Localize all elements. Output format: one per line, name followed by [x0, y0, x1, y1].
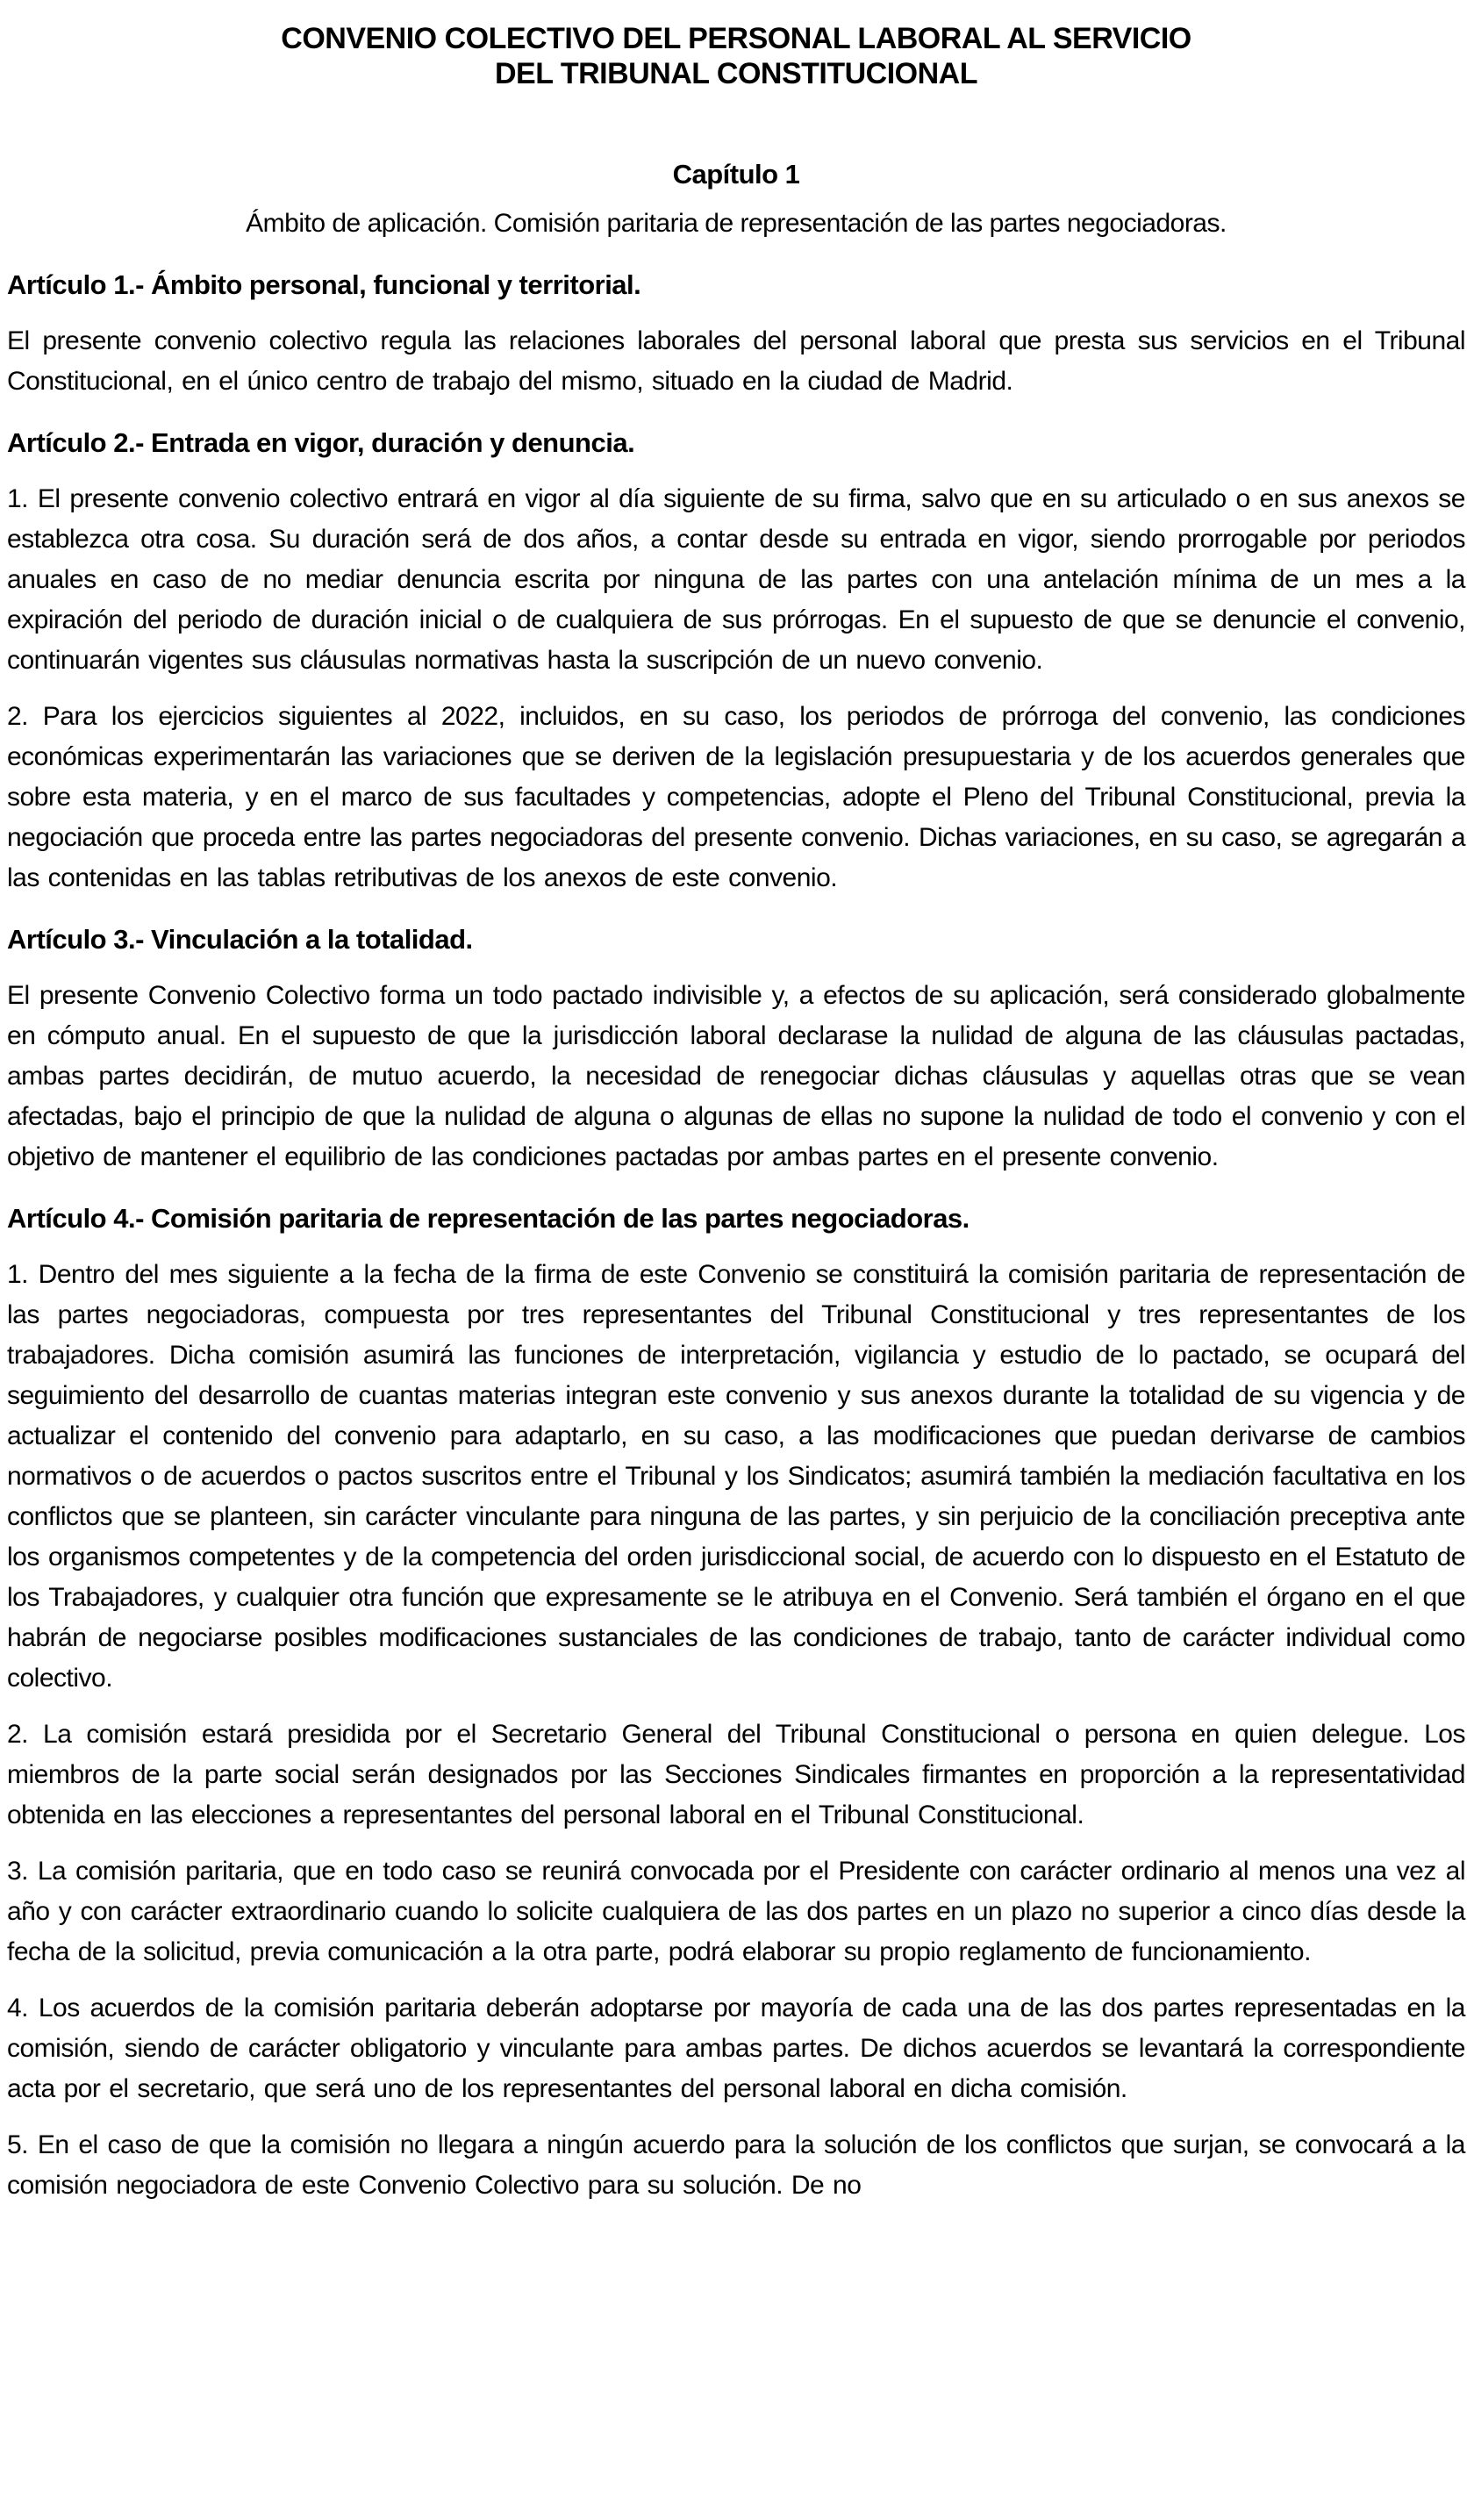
- article-1-heading: Artículo 1.- Ámbito personal, funcional y territorial.: [7, 269, 641, 300]
- article-3-paragraph-1: El presente Convenio Colectivo forma un todo pactado indivisible y, a efectos de su aplicación, será considerado globalmente en cómputo anual. En el supuesto de que la jurisdicción laboral declarase la nulidad de alguna de las cláusulas pactadas, ambas partes decidirán, de mutuo acuerdo, la necesidad de renegociar dichas cláusulas y aquellas otras que se vean afectadas, bajo el principio de que la nulidad de alguna o algunas de ellas no supone la nulidad de todo el convenio y con el objetivo de mantener el equilibrio de las condiciones pactadas por ambas partes en el presente convenio.: [7, 981, 1465, 1171]
- article-2-paragraph-1: 1. El presente convenio colectivo entrará en vigor al día siguiente de su firma, salvo que en su articulado o en sus anexos se establezca otra cosa. Su duración será de dos años, a contar desde su entrada en vigor, siendo prorrogable por periodos anuales en caso de no mediar denuncia escrita por ninguna de las partes con una antelación mínima de un mes a la expiración del periodo de duración inicial o de cualquiera de sus prórrogas. En el supuesto de que se denuncie el convenio, continuarán vigentes sus cláusulas normativas hasta la suscripción de un nuevo convenio.: [7, 484, 1465, 675]
- article-4-paragraph-2: 2. La comisión estará presidida por el Secretario General del Tribunal Constitucional o persona en quien delegue. Los miembros de la parte social serán designados por las Secciones Sindicales firmantes en proporción a la representatividad obtenida en las elecciones a representantes del personal laboral en el Tribunal Constitucional.: [7, 1720, 1465, 1829]
- article-3-heading: Artículo 3.- Vinculación a la totalidad.: [7, 924, 473, 955]
- article-2-heading: Artículo 2.- Entrada en vigor, duración y denuncia.: [7, 427, 635, 458]
- article-4-heading: Artículo 4.- Comisión paritaria de representación de las partes negociadoras.: [7, 1203, 970, 1234]
- article-4-paragraph-5: 5. En el caso de que la comisión no llegara a ningún acuerdo para la solución de los conflictos que surjan, se convocará a la comisión negociadora de este Convenio Colectivo para su solución. De no: [7, 2130, 1465, 2200]
- article-4-paragraph-3: 3. La comisión paritaria, que en todo caso se reunirá convocada por el Presidente con carácter ordinario al menos una vez al año y con carácter extraordinario cuando lo solicite cualquiera de las dos partes en un plazo no superior a cinco días desde la fecha de la solicitud, previa comunicación a la otra parte, podrá elaborar su propio reglamento de funcionamiento.: [7, 1857, 1465, 1966]
- document-title-line2: DEL TRIBUNAL CONSTITUCIONAL: [494, 57, 977, 90]
- article-2-paragraph-2: 2. Para los ejercicios siguientes al 2022, incluidos, en su caso, los periodos de prórroga del convenio, las condiciones económicas experimentarán las variaciones que se deriven de la legislación presupuestaria y de los acuerdos generales que sobre esta materia, y en el marco de sus facultades y competencias, adopte el Pleno del Tribunal Constitucional, previa la negociación que proceda entre las partes negociadoras del presente convenio. Dichas variaciones, en su caso, se agregarán a las contenidas en las tablas retributivas de los anexos de este convenio.: [7, 702, 1465, 892]
- article-4-paragraph-4: 4. Los acuerdos de la comisión paritaria deberán adoptarse por mayoría de cada una de las dos partes representadas en la comisión, siendo de carácter obligatorio y vinculante para ambas partes. De dichos acuerdos se levantará la correspondiente acta por el secretario, que será uno de los representantes del personal laboral en dicha comisión.: [7, 1994, 1465, 2103]
- document-title: [7, 18, 1465, 91]
- chapter-subtitle: Ámbito de aplicación. Comisión paritaria de representación de las partes negociadoras.: [246, 209, 1227, 238]
- document-title-line1: CONVENIO COLECTIVO DEL PERSONAL LABORAL AL SERVICIO: [281, 22, 1191, 55]
- article-4-paragraph-1: 1. Dentro del mes siguiente a la fecha de la firma de este Convenio se constituirá la comisión paritaria de representación de las partes negociadoras, compuesta por tres representantes del Tribunal Constitucional y tres representantes de los trabajadores. Dicha comisión asumirá las funciones de interpretación, vigilancia y estudio de lo pactado, se ocupará del seguimiento del desarrollo de cuantas materias integran este convenio y sus anexos durante la totalidad de su vigencia y de actualizar el contenido del convenio para adaptarlo, en su caso, a las modificaciones que puedan derivarse de cambios normativos o de acuerdos o pactos suscritos entre el Tribunal y los Sindicatos; asumirá también la mediación facultativa en los conflictos que se planteen, sin carácter vinculante para ninguna de las partes, y sin perjuicio de la conciliación preceptiva ante los organismos competentes y de la competencia del orden jurisdiccional social, de acuerdo con lo dispuesto en el Estatuto de los Trabajadores, y cualquier otra función que expresamente se le atribuya en el Convenio. Será también el órgano en el que habrán de negociarse posibles modificaciones sustanciales de las condiciones de trabajo, tanto de carácter individual como colectivo.: [7, 1260, 1465, 1693]
- article-1-paragraph-1: El presente convenio colectivo regula las relaciones laborales del personal laboral que presta sus servicios en el Tribunal Constitucional, en el único centro de trabajo del mismo, situado en la ciudad de Madrid.: [7, 326, 1465, 396]
- chapter-heading: Capítulo 1: [672, 159, 800, 190]
